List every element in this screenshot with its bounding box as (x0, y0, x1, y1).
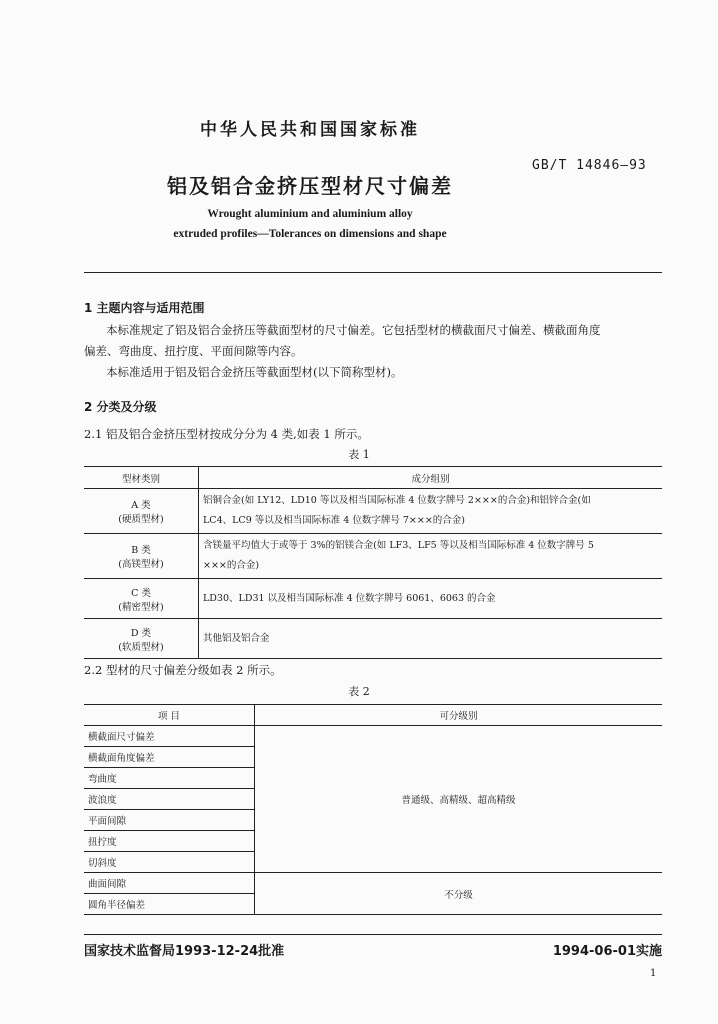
document-title: 铝及铝合金挤压型材尺寸偏差 (167, 174, 453, 198)
table1-class-sub: (精密型材) (118, 601, 164, 613)
section1-para1-line2: 偏差、弯曲度、扭拧度、平面间隙等内容。 (84, 344, 303, 358)
table-row (84, 873, 662, 894)
table1-header-class: 型材类别 (84, 467, 199, 489)
section1-heading: 1 主题内容与适用范围 (84, 301, 205, 315)
table2-item: 弯曲度 (84, 768, 255, 789)
table2-item: 波浪度 (84, 789, 255, 810)
section1-para2: 本标准适用于铝及铝合金挤压等截面型材(以下简称型材)。 (106, 365, 403, 379)
standard-number: GB/T 14846—93 (532, 158, 647, 173)
table2-graded: 普通级、高精级、超高精级 (255, 726, 663, 873)
table1-class: A 类 (131, 500, 151, 511)
table1-caption: 表 1 (348, 448, 370, 461)
table1-class-sub: (软质型材) (118, 641, 164, 653)
english-title-line2: extruded profiles—Tolerances on dimensions and shape (173, 228, 447, 240)
section2-heading: 2 分类及分级 (84, 400, 157, 414)
table1-class-sub: (高镁型材) (118, 559, 164, 570)
table2-item: 曲面间隙 (84, 873, 255, 894)
header-rule (84, 272, 662, 273)
national-standard-heading: 中华人民共和国国家标准 (200, 120, 420, 140)
table2-header-item: 项 目 (84, 705, 255, 726)
footer-rule (84, 934, 662, 935)
table-row (84, 619, 662, 659)
table-row (84, 489, 662, 534)
effective-date: 1994-06-01实施 (552, 944, 662, 959)
table-row (84, 726, 662, 747)
clause-2-2: 2.2 型材的尺寸偏差分级如表 2 所示。 (84, 663, 282, 677)
table-row (84, 534, 662, 579)
table1-composition-line1: LD30、LD31 以及相当国际标准 4 位数字牌号 6061、6063 的合金 (203, 592, 496, 604)
table2 (84, 704, 662, 915)
english-title-line1: Wrought aluminium and aluminium alloy (207, 208, 413, 220)
table2-header-grade: 可分级别 (255, 705, 663, 726)
table1-class: D 类 (130, 627, 152, 639)
page-number: 1 (650, 968, 657, 979)
table1-composition-line1: 铝铜合金(如 LY12、LD10 等以及相当国际标准 4 位数字牌号 2×××的合金)和铝锌合金(如 (203, 495, 591, 506)
clause-2-1: 2.1 铝及铝合金挤压型材按成分分为 4 类,如表 1 所示。 (84, 427, 369, 441)
table2-caption: 表 2 (348, 685, 370, 698)
table1-composition-line2: ×××的合金) (203, 560, 260, 571)
approval-line: 国家技术监督局1993-12-24批准 (84, 944, 285, 959)
section1-para1-line1: 本标准规定了铝及铝合金挤压等截面型材的尺寸偏差。它包括型材的横截面尺寸偏差、横截面角度 (106, 323, 601, 337)
table1-class: B 类 (131, 545, 151, 556)
table-row (84, 579, 662, 619)
table2-item: 切斜度 (84, 852, 255, 873)
table1-composition-line1: 含镁量平均值大于或等于 3%的铝镁合金(如 LF3、LF5 等以及相当国际标准 4 位数字牌号 5 (203, 540, 594, 551)
table1-header-composition: 成分组别 (199, 467, 663, 489)
table2-item: 平面间隙 (84, 810, 255, 831)
table1-class-sub: (硬质型材) (118, 514, 164, 525)
table2-item: 横截面尺寸偏差 (84, 726, 255, 747)
table1-class: C 类 (131, 587, 151, 599)
table1-composition-line2: LC4、LC9 等以及相当国际标准 4 位数字牌号 7×××的合金) (203, 515, 465, 526)
table2-item: 横截面角度偏差 (84, 747, 255, 768)
table2-item: 扭拧度 (84, 831, 255, 852)
table1 (84, 466, 662, 659)
table2-item: 圆角半径偏差 (84, 894, 255, 915)
table1-composition-line1: 其他铝及铝合金 (203, 632, 270, 644)
table2-ungraded: 不分级 (255, 873, 663, 915)
